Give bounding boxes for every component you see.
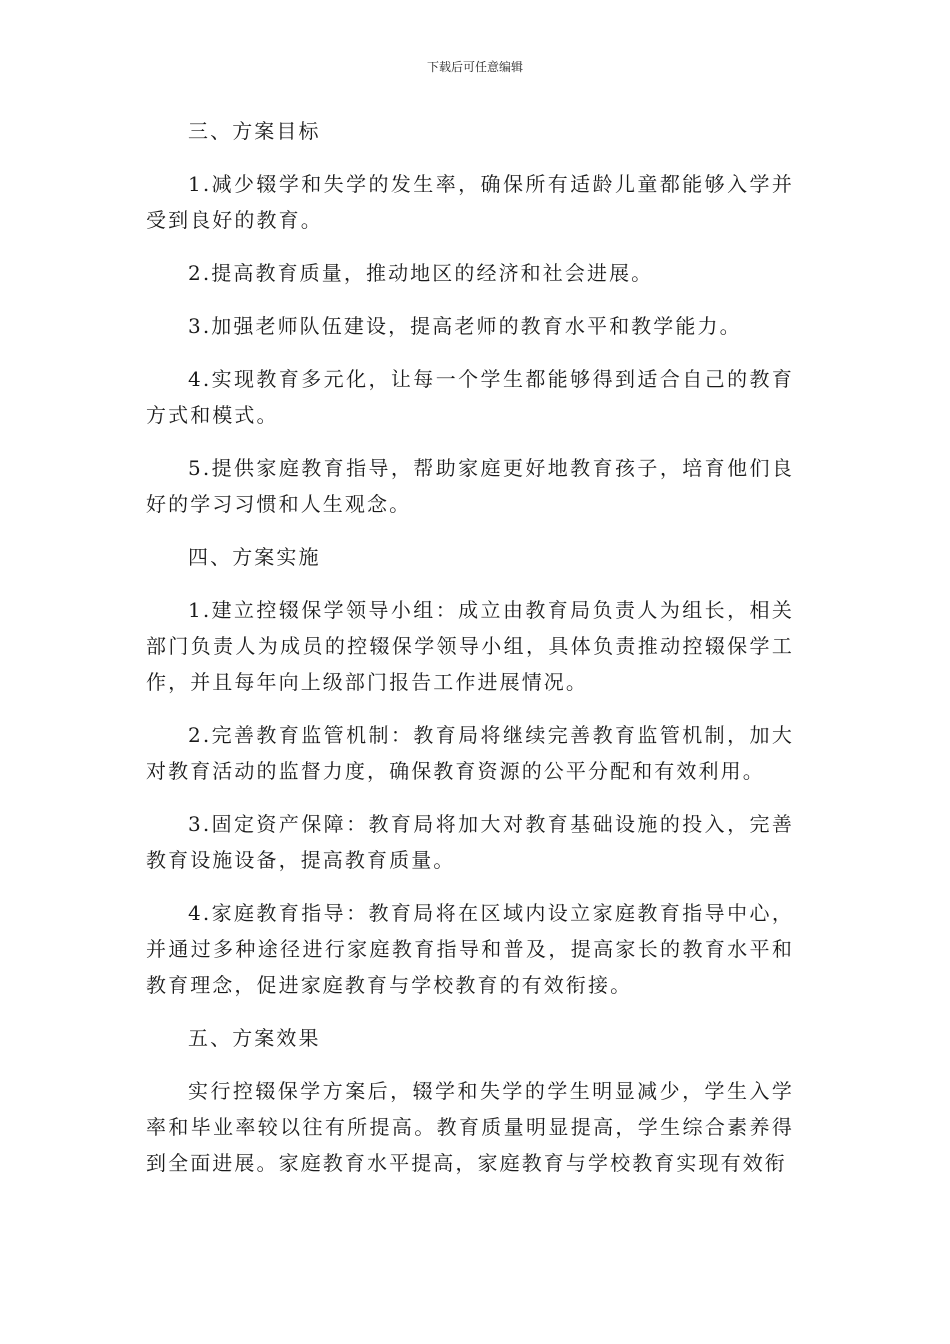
implementation-item-1: 1.建立控辍保学领导小组：成立由教育局负责人为组长，相关部门负责人为成员的控辍保学领导小组，具体负责推动控辍保学工作，并且每年向上级部门报告工作进展情况。 [146,598,794,694]
section-heading-effects: 五、方案效果 [188,1026,321,1050]
document-body [146,113,794,1198]
section-heading-goals: 三、方案目标 [188,119,321,143]
implementation-item-3: 3.固定资产保障：教育局将加大对教育基础设施的投入，完善教育设施设备，提高教育质量。 [146,812,794,872]
goal-item-1: 1.减少辍学和失学的发生率，确保所有适龄儿童都能够入学并受到良好的教育。 [146,172,794,232]
implementation-item-4: 4.家庭教育指导：教育局将在区域内设立家庭教育指导中心，并通过多种途径进行家庭教育指导和普及，提高家长的教育水平和教育理念，促进家庭教育与学校教育的有效衔接。 [146,901,794,997]
effects-paragraph: 实行控辍保学方案后，辍学和失学的学生明显减少，学生入学率和毕业率较以往有所提高。教育质量明显提高，学生综合素养得到全面进展。家庭教育水平提高，家庭教育与学校教育实现有效衔 [146,1079,794,1175]
goal-item-2: 2.提高教育质量，推动地区的经济和社会进展。 [188,261,654,285]
section-heading-implementation: 四、方案实施 [188,545,321,569]
goal-item-5: 5.提供家庭教育指导，帮助家庭更好地教育孩子，培育他们良好的学习习惯和人生观念。 [146,456,794,516]
implementation-item-2: 2.完善教育监管机制：教育局将继续完善教育监管机制，加大对教育活动的监督力度，确保教育资源的公平分配和有效利用。 [146,723,794,783]
goal-item-4: 4.实现教育多元化，让每一个学生都能够得到适合自己的教育方式和模式。 [146,367,794,427]
goal-item-3: 3.加强老师队伍建设，提高老师的教育水平和教学能力。 [188,314,742,338]
header-note: 下载后可任意编辑 [426,60,523,74]
